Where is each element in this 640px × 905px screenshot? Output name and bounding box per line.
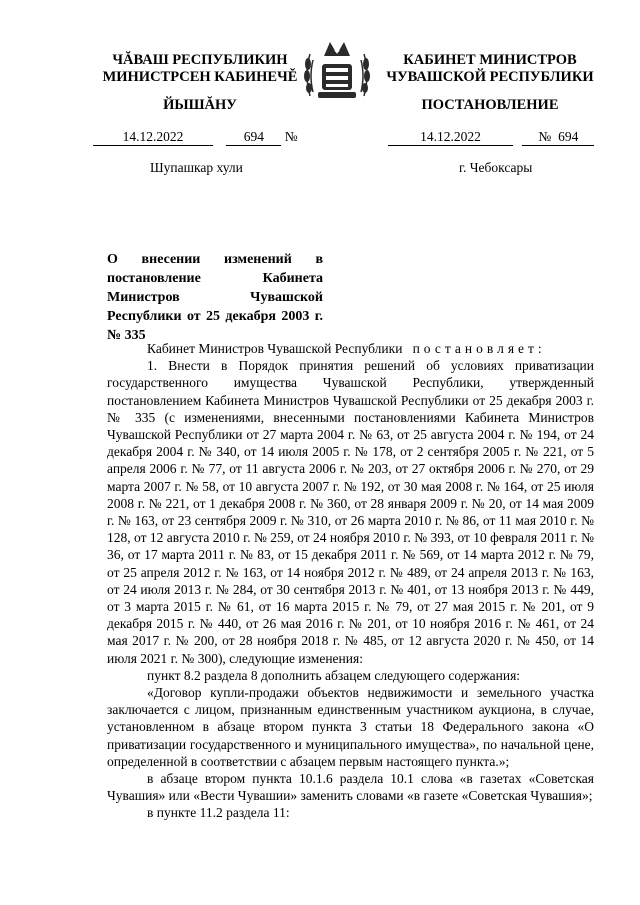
intro-paragraph (107, 340, 594, 357)
paragraph-1: 1. Внести в Порядок принятия решений об условиях приватизации государственного имущества Чувашской Республики, утвержденный постановлением Кабинета Министров Чувашской Республики от 25 декабря 2003 г. № 335 (с изменениями, внесенными постановлениями Кабинета Министров Чувашской Республики от 27 марта 2004 г. № 63, от 25 августа 2004 г. № 194, от 24 декабря 2004 г. № 340, от 14 июля 2005 г. № 178, от 2 сентября 2005 г. № 221, от 5 апреля 2006 г. № 77, от 11 августа 2006 г. № 203, от 27 октября 2006 г. № 270, от 29 марта 2007 г. № 58, от 10 августа 2007 г. № 192, от 30 мая 2008 г. № 164, от 25 июля 2008 г. № 221, от 1 декабря 2008 г. № 360, от 28 января 2009 г. № 20, от 14 мая 2009 г. № 163, от 23 сентября 2009 г. № 310, от 26 марта 2010 г. № 86, от 11 мая 2010 г. № 128, от 12 августа 2010 г. № 259, от 24 ноября 2010 г. № 393, от 10 февраля 2011 г. № 36, от 17 марта 2011 г. № 83, от 15 декабря 2011 г. № 569, от 14 марта 2012 г. № 79, от 25 апреля 2012 г. № 163, от 14 ноября 2012 г. № 489, от 24 апреля 2013 г. № 163, от 24 июля 2013 г. № 284, от 30 сентября 2013 г. № 401, от 13 ноября 2013 г. № 449, от 3 марта 2015 г. № 61, от 16 марта 2015 г. № 79, от 27 мая 2015 г. № 201, от 9 декабря 2015 г. № 440, от 26 мая 2016 г. № 201, от 10 ноября 2016 г. № 461, от 24 мая 2017 г. № 200, от 28 ноября 2018 г. № 485, от 12 августа 2020 г. № 450, от 14 июля 2021 г. № 300), следующие изменения: (107, 358, 594, 666)
header-right-line2: ЧУВАШСКОЙ РЕСПУБЛИКИ (386, 69, 594, 85)
left-number-sign: № (284, 129, 298, 144)
header-left-line2: МИНИСТРСЕН КАБИНЕЧĔ (102, 69, 298, 85)
document-subject: О внесении изменений в постановление Кабинета Министров Чувашской Республики от 25 декабря 2003 г. № 335 (107, 252, 323, 343)
paragraph-5: в пункте 11.2 раздела 11: (147, 805, 290, 821)
doc-kind-right: ПОСТАНОВЛЕНИЕ (421, 97, 559, 113)
header-right-line1: КАБИНЕТ МИНИСТРОВ (403, 52, 577, 68)
right-number-sign: № (538, 129, 552, 144)
paragraph-3: «Договор купли-продажи объектов недвижимости и земельного участка заключается с лицом, признанным единственным участником аукциона, в случае, установленном в абзаце втором пункта 3 статьи 18 Федерального закона «О приватизации государственного и муниципального имущества», по начальной цене, определенной в соответствии с абзацем первым настоящего пункта.»; (107, 685, 594, 769)
left-number: 694 (226, 129, 281, 146)
doc-kind-left: ЙЫШĂНУ (163, 97, 237, 113)
right-number: 694 (558, 129, 579, 144)
left-city: Шупашкар хули (150, 160, 243, 175)
intro-start: Кабинет Министров Чувашской Республики (147, 341, 403, 356)
left-date: 14.12.2022 (93, 129, 213, 146)
right-number-field (522, 129, 594, 146)
right-date: 14.12.2022 (388, 129, 513, 146)
header-left-title (95, 52, 305, 86)
header-right-title (385, 52, 595, 86)
left-date-number (93, 129, 298, 145)
intro-verb: постановляет: (412, 341, 546, 356)
right-city: г. Чебоксары (459, 160, 533, 175)
right-date-number (388, 129, 594, 145)
paragraph-2: пункт 8.2 раздела 8 дополнить абзацем следующего содержания: (147, 667, 521, 683)
paragraph-4: в абзаце втором пункта 10.1.6 раздела 10.1 слова «в газетах «Советская Чувашия» или «Вести Чувашии» заменить словами «в газете «Советская Чувашия»; (107, 771, 594, 804)
chuvash-coat-of-arms-icon (300, 34, 374, 104)
document-body (107, 340, 594, 822)
header-left-line1: ЧĂВАШ РЕСПУБЛИКИН (112, 52, 288, 68)
